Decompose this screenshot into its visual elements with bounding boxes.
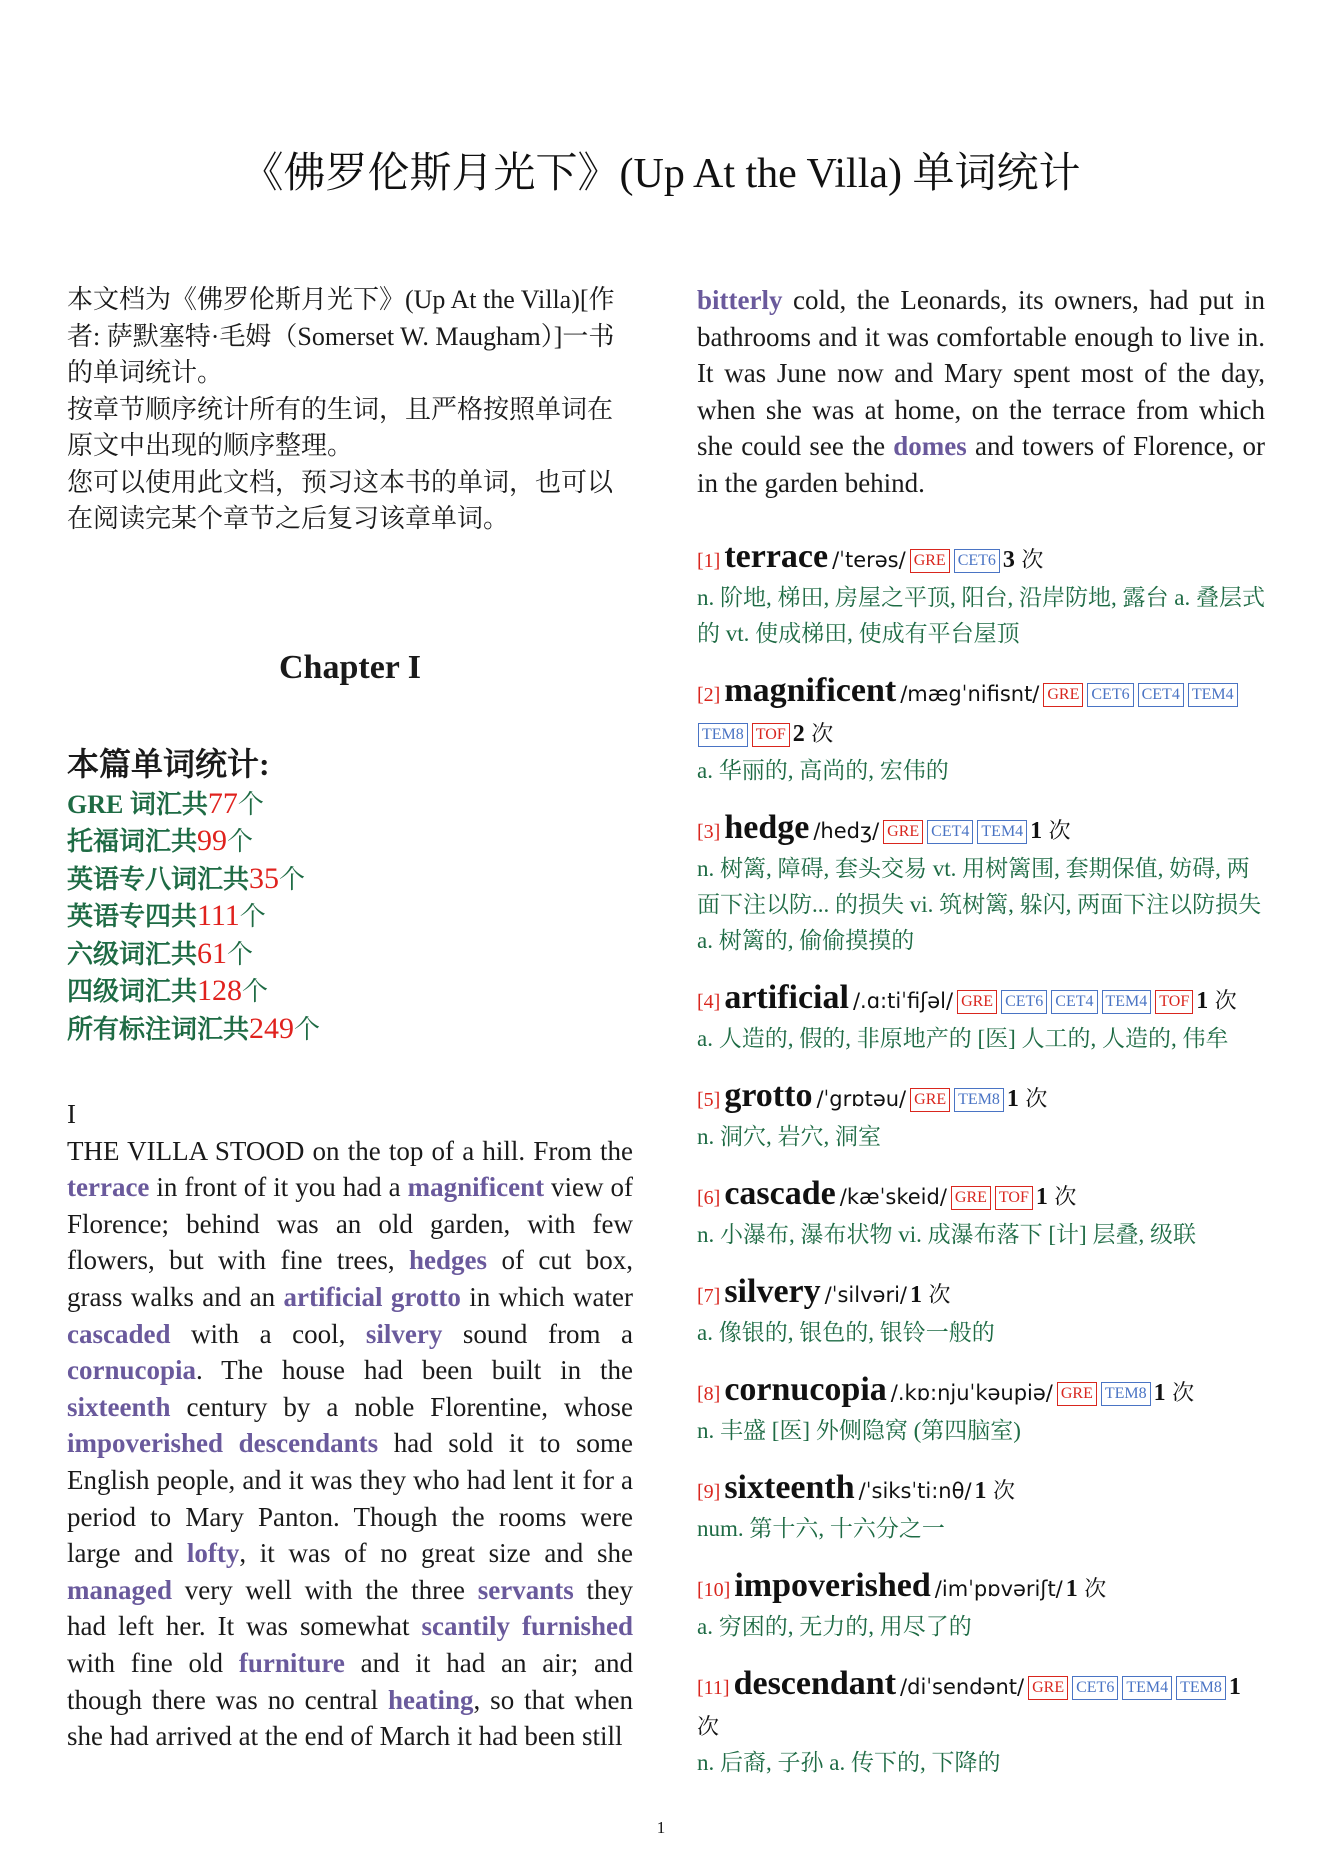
level-tag: GRE: [1043, 683, 1083, 707]
entry-head: [697, 1175, 1265, 1217]
entry-count: 1: [1196, 987, 1209, 1014]
entry-head: [697, 979, 1265, 1021]
text-run: , so that when she had arrived at the end of March it had been still: [67, 1684, 633, 1752]
text-run: view of Florence; behind was an old garden, with few flowers, but with fine trees,: [67, 1172, 634, 1276]
entry-head: [697, 1077, 1265, 1119]
highlighted-word: bitterly: [697, 285, 783, 315]
level-tag: CET4: [927, 820, 973, 844]
intro-paragraph: 本文档为《佛罗伦斯月光下》(Up At the Villa)[作者: 萨默塞特·毛姆（Somerset W. Maugham）]一书的单词统计。: [67, 285, 615, 387]
text-run: in front of it you had a: [149, 1172, 408, 1203]
entry-word: cornucopia: [724, 1370, 887, 1408]
intro-paragraph: 按章节顺序统计所有的生词，且严格按照单词在原文中出现的顺序整理。: [67, 394, 614, 460]
entry-word: silvery: [724, 1272, 821, 1310]
entry-phonetic: /.kɒ:njuˈkəupiə/: [890, 1380, 1053, 1405]
entry-count-unit: 次: [811, 720, 834, 746]
entry-phonetic: /ˈsiksˈti:nθ/: [858, 1478, 972, 1503]
entry-count: 1: [1006, 1085, 1019, 1112]
entry-phonetic: /kæˈskeid/: [839, 1184, 947, 1209]
text-run: . The house had been built in the: [196, 1355, 633, 1386]
intro-paragraph: 您可以使用此文档，预习这本书的单词，也可以在阅读完某个章节之后复习该章单词。: [67, 467, 614, 533]
text-run: very well with the three: [172, 1574, 478, 1605]
entry-count-unit: 次: [1021, 546, 1044, 572]
stat-row: [67, 861, 633, 899]
stats-title: 本篇单词统计:: [67, 745, 270, 782]
entry-word: hedge: [724, 808, 810, 846]
entry-head: [697, 1273, 1265, 1315]
text-run: had sold it to some English people, and it was they who had lent it for a period to Mary Panton. Though the rooms were large and: [67, 1428, 633, 1569]
stat-count: 249: [249, 1011, 295, 1045]
entry-head: [697, 1371, 1265, 1413]
highlighted-word: cornucopia: [67, 1355, 197, 1386]
level-tag: TOF: [1155, 990, 1193, 1014]
vocab-entry: [697, 1371, 1265, 1449]
entry-count-unit: 次: [1054, 1183, 1077, 1209]
entry-word: grotto: [724, 1076, 813, 1114]
entry-definition: a. 人造的, 假的, 非原地产的 [医] 人工的, 人造的, 伟牟: [697, 1025, 1229, 1051]
entry-index: [6]: [697, 1186, 721, 1209]
level-tag: TOF: [995, 1186, 1033, 1210]
entry-word: impoverished: [734, 1566, 931, 1604]
entry-word: magnificent: [724, 671, 897, 709]
text-run: sound from a: [442, 1318, 633, 1349]
entry-word: cascade: [724, 1174, 836, 1212]
entry-count: 1: [1065, 1575, 1078, 1602]
vocabulary-list: [697, 538, 1265, 1781]
page-title: 《佛罗伦斯月光下》(Up At the Villa) 单词统计: [241, 151, 1081, 197]
highlighted-word: sixteenth: [67, 1391, 171, 1422]
vocab-entry: [697, 1175, 1265, 1253]
text-run: they had left her. It was somewhat: [67, 1574, 633, 1642]
highlighted-word: magnificent: [407, 1172, 545, 1203]
entry-count: 1: [1030, 817, 1043, 844]
level-tag: TEM8: [1101, 1382, 1151, 1406]
highlighted-word: impoverished descendants: [67, 1428, 379, 1459]
text-run: with fine old: [67, 1647, 239, 1678]
stat-unit: 个: [279, 864, 306, 894]
entry-definition: n. 阶地, 梯田, 房屋之平顶, 阳台, 沿岸防地, 露台 a. 叠层式的 vt. 使成梯田, 使成有平台屋顶: [697, 584, 1265, 646]
text-run: cold, the Leonards, its owners, had put in bathrooms and it was comfortable enough to live in. It was June now and Mary spent most of the day, when she was at home, on the terrace from which she could see the: [697, 285, 1265, 462]
entry-index: [11]: [697, 1676, 730, 1699]
entry-index: [4]: [697, 990, 721, 1013]
stat-count: 128: [197, 974, 243, 1007]
entry-phonetic: /ˈterəs/: [832, 547, 906, 572]
level-tag: GRE: [1028, 1676, 1068, 1700]
left-column: [67, 282, 633, 1755]
highlighted-word: cascaded: [67, 1318, 171, 1349]
stat-label: GRE 词汇共: [67, 789, 208, 819]
stat-row: [67, 786, 633, 824]
stat-label: 英语专四共: [67, 902, 198, 931]
word-stats: [67, 742, 633, 1049]
stat-count: 99: [197, 824, 228, 857]
text-run: , it was of no great size and she: [239, 1538, 633, 1569]
entry-count-unit: 次: [1025, 1085, 1048, 1111]
stat-row: [67, 898, 633, 936]
level-tag: TEM8: [954, 1088, 1004, 1112]
stat-unit: 个: [227, 939, 254, 969]
entry-head: [697, 1567, 1265, 1609]
text-run: century by a noble Florentine, whose: [170, 1391, 633, 1422]
entry-definition: a. 像银的, 银色的, 银铃一般的: [697, 1319, 995, 1345]
entry-index: [10]: [697, 1578, 731, 1601]
level-tag: TEM8: [1176, 1676, 1226, 1700]
level-tag: TEM4: [1122, 1676, 1172, 1700]
vocab-entry: [697, 538, 1265, 652]
entry-count-unit: 次: [1084, 1575, 1107, 1601]
level-tag: GRE: [1057, 1382, 1097, 1406]
level-tag: TEM8: [698, 723, 748, 747]
level-tag: GRE: [910, 1088, 950, 1112]
stat-count: 61: [197, 936, 228, 970]
level-tag: CET4: [1138, 683, 1184, 707]
page-number: 1: [656, 1818, 666, 1837]
stat-label: 六级词汇共: [67, 939, 198, 969]
level-tag: CET6: [1001, 990, 1047, 1014]
entry-word: sixteenth: [724, 1468, 855, 1506]
stat-unit: 个: [294, 1014, 321, 1044]
stat-count: 35: [249, 861, 280, 895]
text-run: in which water: [460, 1281, 634, 1312]
entry-head: [697, 1469, 1265, 1511]
entry-index: [1]: [697, 549, 721, 572]
entry-definition: n. 树篱, 障碍, 套头交易 vt. 用树篱围, 套期保值, 妨碍, 两面下注以防... 的损失 vi. 筑树篱, 躲闪, 两面下注以防损失 a. 树篱的, 偷偷摸摸的: [697, 855, 1262, 953]
entry-index: [2]: [697, 683, 721, 706]
entry-count-unit: 次: [697, 1713, 720, 1739]
text-run: THE VILLA STOOD on the top of a hill. From the: [67, 1135, 633, 1166]
entry-phonetic: /imˈpɒvəriʃt/: [934, 1576, 1063, 1601]
stat-count: 77: [207, 786, 238, 820]
level-tag: TEM4: [977, 820, 1027, 844]
entry-count: 1: [1153, 1379, 1166, 1406]
stat-label: 所有标注词汇共: [67, 1014, 250, 1044]
entry-definition: num. 第十六, 十六分之一: [697, 1515, 945, 1541]
chapter-text: [67, 1133, 633, 1755]
entry-count-unit: 次: [1172, 1379, 1195, 1405]
highlighted-word: hedges: [409, 1245, 488, 1276]
entry-count: 1: [974, 1477, 987, 1504]
vocab-entry: [697, 809, 1265, 959]
entry-count-unit: 次: [993, 1477, 1016, 1503]
level-tag: GRE: [951, 1186, 991, 1210]
stat-unit: 个: [227, 827, 254, 856]
stat-row: [67, 936, 633, 974]
entry-index: [5]: [697, 1088, 721, 1111]
stat-unit: 个: [237, 789, 264, 819]
level-tag: GRE: [957, 990, 997, 1014]
entry-definition: n. 小瀑布, 瀑布状物 vi. 成瀑布落下 [计] 层叠, 级联: [697, 1221, 1196, 1247]
highlighted-word: artificial grotto: [283, 1281, 461, 1312]
entry-head: [697, 538, 1265, 580]
chapter-text-part-1: [67, 1133, 633, 1755]
entry-index: [8]: [697, 1382, 721, 1405]
text-run: and it had an air; and though there was no central: [67, 1647, 634, 1715]
entry-word: artificial: [724, 978, 849, 1016]
entry-count-unit: 次: [1214, 987, 1237, 1013]
stat-count: 111: [197, 899, 240, 932]
highlighted-word: furniture: [238, 1647, 345, 1678]
entry-phonetic: /ˈsilvəri/: [824, 1282, 907, 1307]
stat-row: [67, 1011, 633, 1049]
entry-definition: n. 丰盛 [医] 外侧隐窝 (第四脑室): [697, 1417, 1021, 1443]
entry-phonetic: /.ɑ:tiˈfiʃəl/: [852, 988, 954, 1013]
level-tag: CET6: [1087, 683, 1133, 707]
level-tag: TEM4: [1188, 683, 1238, 707]
highlighted-word: scantily furnished: [421, 1611, 633, 1642]
vocab-entry: [697, 1567, 1265, 1645]
entry-count: 1: [1228, 1673, 1241, 1700]
stat-unit: 个: [242, 977, 269, 1006]
level-tag: TEM4: [1102, 990, 1152, 1014]
stat-row: [67, 973, 633, 1011]
vocab-entry: [697, 1077, 1265, 1155]
highlighted-word: heating: [388, 1684, 474, 1715]
entry-count: 1: [1035, 1183, 1048, 1210]
text-run: with a cool,: [170, 1318, 366, 1349]
highlighted-word: terrace: [67, 1172, 150, 1203]
level-tag: GRE: [910, 549, 950, 573]
entry-phonetic: /mægˈnifisnt/: [900, 681, 1040, 706]
entry-index: [3]: [697, 820, 721, 843]
entry-phonetic: /hedʒ/: [813, 818, 880, 843]
entry-count-unit: 次: [1048, 817, 1071, 843]
text-run: and towers of Florence, or in the garden behind.: [697, 431, 1265, 498]
entry-index: [7]: [697, 1284, 721, 1307]
vocab-entry: [697, 1273, 1265, 1351]
vocab-entry: [697, 1469, 1265, 1547]
level-tag: CET6: [1072, 1676, 1118, 1700]
text-run: of cut box, grass walks and an: [67, 1245, 634, 1312]
stat-unit: 个: [239, 902, 266, 931]
stat-row: [67, 823, 633, 861]
highlighted-word: lofty: [186, 1538, 240, 1569]
vocab-entry: [697, 672, 1265, 789]
entry-count: 1: [910, 1281, 922, 1308]
entry-head: [697, 1665, 1265, 1745]
section-number: I: [67, 1099, 76, 1129]
chapter-text-part-2: [697, 282, 1265, 502]
entry-definition: a. 华丽的, 高尚的, 宏伟的: [697, 757, 949, 783]
level-tag: CET6: [954, 549, 1000, 573]
entry-phonetic: /ˈgrɒtəu/: [816, 1086, 907, 1111]
chapter-heading: Chapter I: [279, 648, 421, 686]
vocab-entry: [697, 1665, 1265, 1781]
chapter-text-continued: [697, 282, 1265, 502]
highlighted-word: domes: [893, 431, 967, 462]
stat-label: 英语专八词汇共: [67, 864, 250, 894]
entry-count-unit: 次: [928, 1281, 951, 1307]
entry-count: 3: [1002, 546, 1015, 573]
entry-definition: n. 洞穴, 岩穴, 洞室: [697, 1123, 881, 1149]
vocab-entry: [697, 979, 1265, 1057]
level-tag: GRE: [883, 820, 923, 844]
entry-phonetic: /diˈsendənt/: [900, 1674, 1025, 1699]
right-column: [697, 282, 1265, 1801]
stat-label: 托福词汇共: [67, 827, 198, 856]
intro: [67, 282, 633, 538]
level-tag: CET4: [1051, 990, 1097, 1014]
level-tag: TOF: [752, 723, 790, 747]
highlighted-word: silvery: [365, 1318, 443, 1349]
entry-head: [697, 809, 1265, 851]
entry-head: [697, 672, 1265, 753]
entry-definition: a. 穷困的, 无力的, 用尽了的: [697, 1613, 972, 1639]
stat-label: 四级词汇共: [67, 977, 198, 1006]
entry-definition: n. 后裔, 子孙 a. 传下的, 下降的: [697, 1749, 1001, 1775]
entry-word: descendant: [733, 1664, 897, 1702]
entry-word: terrace: [724, 537, 829, 575]
entry-index: [9]: [697, 1480, 721, 1503]
entry-count: 2: [792, 720, 805, 747]
highlighted-word: servants: [477, 1574, 574, 1605]
highlighted-word: managed: [67, 1574, 173, 1605]
